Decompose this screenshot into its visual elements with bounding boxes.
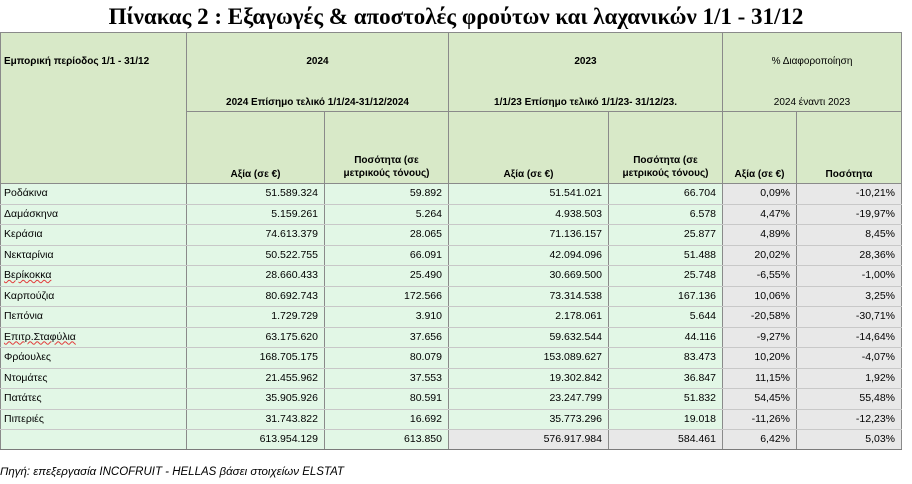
source-note: Πηγή: επεξεργασία INCOFRUIT - HELLAS βάσει στοιχείων ELSTAT (0, 466, 344, 478)
diff-qty: -1,00% (797, 266, 902, 287)
value-2023: 153.089.627 (449, 348, 609, 369)
sub-header-diff: 2024 έναντι 2023 (723, 73, 902, 112)
page-title: Πίνακας 2 : Εξαγωγές & αποστολές φρούτων και λαχανικών 1/1 - 31/12 (108, 4, 804, 29)
qty-2023: 36.847 (609, 368, 723, 389)
value-2023: 2.178.061 (449, 307, 609, 328)
product-name: Καρπούζια (1, 286, 187, 307)
diff-qty: 3,25% (797, 286, 902, 307)
sub-header-2023: 1/1/23 Επίσημο τελικό 1/1/23- 31/12/23. (449, 73, 723, 112)
total-qty-2024: 613.850 (325, 430, 449, 450)
table-row (1, 368, 912, 389)
qty-2023: 66.704 (609, 184, 723, 205)
qty-2024: 172.566 (325, 286, 449, 307)
col-qty-2023: Ποσότητα (σε μετρικούς τόνους) (609, 112, 723, 184)
value-2024: 35.905.926 (187, 389, 325, 410)
diff-value: 4,47% (723, 204, 797, 225)
value-2023: 23.247.799 (449, 389, 609, 410)
product-name: Επιτρ.Σταφύλια (1, 327, 187, 348)
year-2024-header: 2024 (187, 33, 449, 73)
diff-value: -9,27% (723, 327, 797, 348)
product-name: Βερίκοκκα (1, 266, 187, 287)
qty-2023: 25.877 (609, 225, 723, 246)
qty-2024: 5.264 (325, 204, 449, 225)
value-2023: 35.773.296 (449, 409, 609, 430)
diff-qty: -4,07% (797, 348, 902, 369)
product-name: Νεκταρίνια (1, 245, 187, 266)
value-2023: 19.302.842 (449, 368, 609, 389)
diff-qty: 1,92% (797, 368, 902, 389)
col-value-2023: Αξία (σε €) (449, 112, 609, 184)
value-2024: 51.589.324 (187, 184, 325, 205)
value-2024: 28.660.433 (187, 266, 325, 287)
value-2024: 168.705.175 (187, 348, 325, 369)
value-2023: 73.314.538 (449, 286, 609, 307)
total-row (1, 430, 912, 450)
value-2024: 5.159.261 (187, 204, 325, 225)
diff-value: -11,26% (723, 409, 797, 430)
col-diff-value: Αξία (σε €) (723, 112, 797, 184)
qty-2023: 51.832 (609, 389, 723, 410)
diff-qty: -12,23% (797, 409, 902, 430)
year-2023-header: 2023 (449, 33, 723, 73)
total-qty-2023: 584.461 (609, 430, 723, 450)
qty-2024: 80.079 (325, 348, 449, 369)
table-row (1, 327, 912, 348)
value-2023: 42.094.096 (449, 245, 609, 266)
value-2024: 63.175.620 (187, 327, 325, 348)
qty-2024: 37.656 (325, 327, 449, 348)
qty-2024: 80.591 (325, 389, 449, 410)
value-2023: 59.632.544 (449, 327, 609, 348)
value-2024: 1.729.729 (187, 307, 325, 328)
qty-2023: 5.644 (609, 307, 723, 328)
product-name: Δαμάσκηνα (1, 204, 187, 225)
product-name: Φράουλες (1, 348, 187, 369)
total-diff-qty: 5,03% (797, 430, 902, 450)
total-value-2024: 613.954.129 (187, 430, 325, 450)
table-row (1, 286, 912, 307)
col-qty-2024: Ποσότητα (σε μετρικούς τόνους) (325, 112, 449, 184)
table-row (1, 389, 912, 410)
value-2023: 71.136.157 (449, 225, 609, 246)
qty-2023: 44.116 (609, 327, 723, 348)
diff-value: -20,58% (723, 307, 797, 328)
qty-2023: 83.473 (609, 348, 723, 369)
table-row (1, 204, 912, 225)
diff-value: -6,55% (723, 266, 797, 287)
qty-2024: 16.692 (325, 409, 449, 430)
table-row (1, 409, 912, 430)
qty-2024: 28.065 (325, 225, 449, 246)
qty-2023: 167.136 (609, 286, 723, 307)
diff-value: 54,45% (723, 389, 797, 410)
value-2024: 50.522.755 (187, 245, 325, 266)
diff-value: 10,20% (723, 348, 797, 369)
table-row (1, 225, 912, 246)
qty-2024: 37.553 (325, 368, 449, 389)
value-2024: 74.613.379 (187, 225, 325, 246)
value-2024: 31.743.822 (187, 409, 325, 430)
value-2023: 30.669.500 (449, 266, 609, 287)
value-2023: 51.541.021 (449, 184, 609, 205)
total-diff-value: 6,42% (723, 430, 797, 450)
period-label: Εμπορική περίοδος 1/1 - 31/12 (1, 33, 187, 73)
diff-qty: 28,36% (797, 245, 902, 266)
table-row (1, 184, 912, 205)
qty-2024: 25.490 (325, 266, 449, 287)
product-name: Ντομάτες (1, 368, 187, 389)
qty-2023: 25.748 (609, 266, 723, 287)
value-2024: 21.455.962 (187, 368, 325, 389)
sub-header-2024: 2024 Επίσημο τελικό 1/1/24-31/12/2024 (187, 73, 449, 112)
product-name: Ροδάκινα (1, 184, 187, 205)
product-name: Κεράσια (1, 225, 187, 246)
diff-value: 4,89% (723, 225, 797, 246)
diff-value: 11,15% (723, 368, 797, 389)
value-2023: 4.938.503 (449, 204, 609, 225)
diff-value: 20,02% (723, 245, 797, 266)
table-row (1, 307, 912, 328)
qty-2023: 19.018 (609, 409, 723, 430)
diff-header: % Διαφοροποίηση (723, 33, 902, 73)
diff-value: 10,06% (723, 286, 797, 307)
diff-qty: -19,97% (797, 204, 902, 225)
table-row (1, 266, 912, 287)
total-value-2023: 576.917.984 (449, 430, 609, 450)
product-name: Πεπόνια (1, 307, 187, 328)
diff-qty: -10,21% (797, 184, 902, 205)
col-value-2024: Αξία (σε €) (187, 112, 325, 184)
col-diff-qty: Ποσότητα (797, 112, 902, 184)
exports-table (0, 32, 912, 450)
diff-qty: -30,71% (797, 307, 902, 328)
diff-value: 0,09% (723, 184, 797, 205)
value-2024: 80.692.743 (187, 286, 325, 307)
product-name: Πιπεριές (1, 409, 187, 430)
product-name: Πατάτες (1, 389, 187, 410)
diff-qty: 55,48% (797, 389, 902, 410)
table-row (1, 245, 912, 266)
qty-2024: 59.892 (325, 184, 449, 205)
qty-2024: 3.910 (325, 307, 449, 328)
diff-qty: 8,45% (797, 225, 902, 246)
qty-2023: 6.578 (609, 204, 723, 225)
qty-2024: 66.091 (325, 245, 449, 266)
qty-2023: 51.488 (609, 245, 723, 266)
diff-qty: -14,64% (797, 327, 902, 348)
table-row (1, 348, 912, 369)
table-body (1, 184, 912, 430)
